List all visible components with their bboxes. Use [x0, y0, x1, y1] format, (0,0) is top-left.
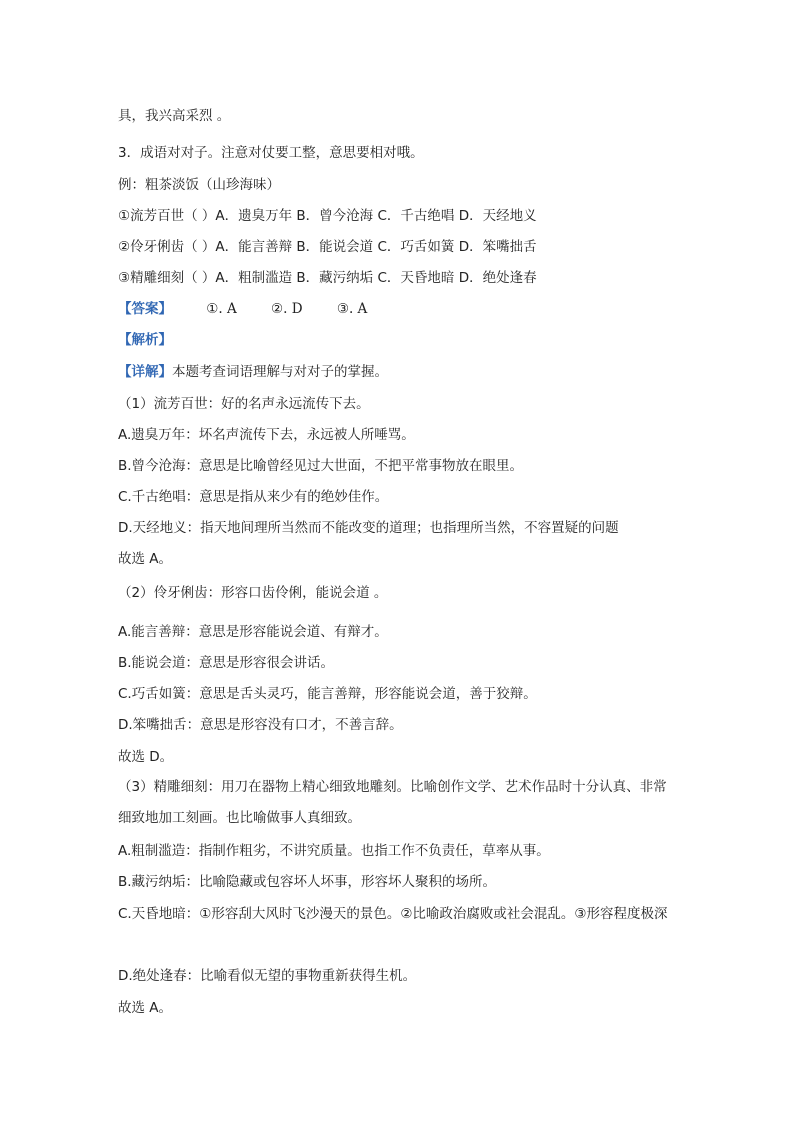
section-2-title: （2）伶牙俐齿：形容口齿伶俐，能说会道 。	[118, 585, 388, 601]
question-item-2: ②伶牙俐齿（ ）A．能言善辩 B．能说会道 C．巧舌如簧 D．笨嘴拙舌	[118, 239, 537, 255]
answer-item: ①. A	[206, 301, 237, 317]
answer-item: ②. D	[271, 301, 303, 317]
section-1-option-b: B.曾今沧海：意思是比喻曾经见过大世面，不把平常事物放在眼里。	[118, 458, 524, 474]
section-1-title: （1）流芳百世：好的名声永远流传下去。	[118, 396, 370, 412]
section-1-option-a: A.遗臭万年：坏名声流传下去，永远被人所唾骂。	[118, 427, 415, 443]
section-1-conclusion: 故选 A。	[118, 551, 173, 567]
answer-label: 【答案】	[118, 301, 172, 317]
question-item-1: ①流芳百世（ ）A．遗臭万年 B．曾今沧海 C．千古绝唱 D．天经地义	[118, 208, 537, 224]
detail-label: 【详解】	[118, 364, 172, 380]
detail-text: 本题考查词语理解与对对子的掌握。	[172, 364, 388, 380]
section-3-option-d: D.绝处逢春：比喻看似无望的事物重新获得生机。	[118, 968, 417, 984]
section-3-conclusion: 故选 A。	[118, 1000, 173, 1016]
text-line: 具，我兴高采烈 。	[118, 108, 231, 124]
section-2-conclusion: 故选 D。	[118, 749, 174, 765]
section-2-option-b: B.能说会道：意思是形容很会讲话。	[118, 655, 335, 671]
section-2-option-a: A.能言善辩：意思是形容能说会道、有辩才。	[118, 624, 388, 640]
section-3-option-c: C.天昏地暗：①形容刮大风时飞沙漫天的景色。②比喻政治腐败或社会混乱。③形容程度极深	[118, 906, 668, 922]
section-1-option-d: D.天经地义：指天地间理所当然而不能改变的道理；也指理所当然，不容置疑的问题	[118, 520, 619, 536]
answer-item: ③. A	[336, 301, 368, 317]
example-line: 例：粗茶淡饭（山珍海味）	[118, 177, 280, 193]
section-1-option-c: C.千古绝唱：意思是指从来少有的绝妙佳作。	[118, 489, 389, 505]
question-item-3: ③精雕细刻（ ）A．粗制滥造 B．藏污纳垢 C．天昏地暗 D．绝处逢春	[118, 270, 537, 286]
section-2-option-d: D.笨嘴拙舌：意思是形容没有口才，不善言辞。	[118, 717, 403, 733]
section-3-title: （3）精雕细刻：用刀在器物上精心细致地雕刻。比喻创作文学、艺术作品时十分认真、非常细致地加工刻画。也比喻做事人真细致。	[118, 779, 667, 826]
section-2-option-c: C.巧舌如簧：意思是舌头灵巧，能言善辩，形容能说会道，善于狡辩。	[118, 686, 537, 702]
detail-line	[118, 362, 388, 382]
section-3-option-a: A.粗制滥造：指制作粗劣，不讲究质量。也指工作不负责任，草率从事。	[118, 843, 550, 859]
answer-line	[118, 299, 367, 319]
question-title: 3．成语对对子。注意对仗要工整，意思要相对哦。	[118, 145, 424, 161]
analysis-label: 【解析】	[118, 332, 172, 348]
section-3-option-b: B.藏污纳垢：比喻隐藏或包容坏人坏事，形容坏人聚积的场所。	[118, 874, 497, 890]
